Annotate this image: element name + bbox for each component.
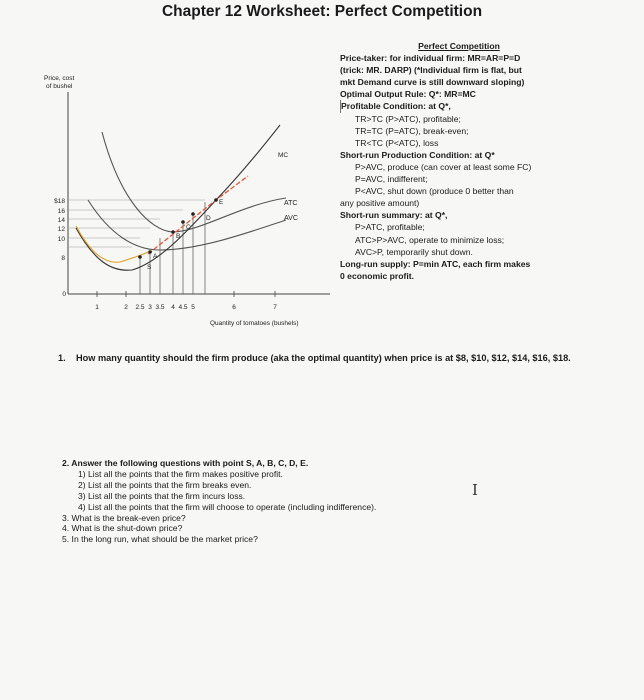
question-2-3: 3) List all the points that the firm incurs loss. [78,490,246,501]
p-lt-avc: P<AVC, shut down (produce 0 better than [355,186,514,197]
atc-p-avc: ATC>P>AVC, operate to minimize loss; [355,234,505,245]
question-2-2: 2) List all the points that the firm breaks even. [78,479,252,490]
y-tick-14: 14 [57,217,65,224]
x-tick-2-5: 2.5 [135,304,145,311]
questions-2-to-5 [62,458,582,545]
optimal-output-rule: Optimal Output Rule: Q*: MR=MC [340,89,476,100]
x-tick-3: 3 [148,304,152,311]
y-tick-12: 12 [57,226,65,233]
long-run-supply: Long-run supply: P=min ATC, each firm makes [340,258,531,269]
question-3: 3. What is the break-even price? [62,512,186,523]
point-c-label: C [186,224,191,231]
point-s-label: S [147,264,152,271]
point-a-dot [148,250,152,254]
x-tick-4-5: 4.5 [178,304,188,311]
y-tick-0: 0 [62,291,66,298]
point-s-dot [138,255,142,259]
price-line [148,176,248,254]
mc-label: MC [278,152,289,159]
y-axis-label-line2: of bushel [46,83,73,90]
tr-gt-tc: TR>TC (P>ATC), profitable; [355,113,461,124]
point-e-label: E [219,199,224,206]
trick-line: (trick: MR. DARP) (*Individual firm is flat, but [340,65,522,76]
x-tick-2: 2 [124,304,128,311]
point-d-dot [191,212,195,216]
question-2-text: 2. Answer the following questions with point S, A, B, C, D, E. [62,458,309,468]
question-5: 5. In the long run, what should be the market price? [62,534,258,545]
tr-lt-tc: TR<TC (P<ATC), loss [355,137,439,148]
x-tick-3-5: 3.5 [155,304,165,311]
price-taker-line: Price-taker: for individual firm: MR=AR=P=D [340,53,521,64]
x-tick-6: 6 [232,304,236,311]
x-tick-7: 7 [273,304,277,311]
atc-label: ATC [284,200,298,207]
summary-heading: Perfect Competition [418,41,500,51]
short-run-summary: Short-run summary: at Q*, [340,210,448,221]
tr-eq-tc: TR=TC (P=ATC), break-even; [355,125,469,136]
any-positive-amount: any positive amount) [340,198,420,209]
short-run-production-condition: Short-run Production Condition: at Q* [340,149,495,160]
p-gt-avc: P>AVC, produce (can cover at least some FC) [355,161,532,172]
point-e-dot [214,198,218,202]
x-tick-5: 5 [191,304,195,311]
point-b-dot [171,230,175,234]
x-tick-4: 4 [171,304,175,311]
price-level-lines [68,200,205,247]
x-tick-1: 1 [95,304,99,311]
question-2-4: 4) List all the points that the firm will choose to operate (including indifference). [78,501,377,512]
perfect-competition-summary [340,40,578,282]
question-1 [58,352,598,365]
profitable-condition: Profitable Condition: at Q*, [340,100,578,112]
p-eq-avc: P=AVC, indifferent; [355,174,428,185]
x-axis-label: Quantity of tomatoes (bushels) [210,320,299,327]
y-axis-label-line1: Price, cost [44,75,75,82]
text-cursor-icon: I [472,481,478,499]
y-tick-8: 8 [61,255,65,262]
cost-curves-graph [0,0,340,340]
worksheet-title: Chapter 12 Worksheet: Perfect Competition [161,3,483,20]
y-tick-10: 10 [57,236,65,243]
point-c-dot [181,220,185,224]
point-a-label: A [153,253,158,260]
zero-economic-profit: 0 economic profit. [340,270,415,281]
avc-label: AVC [284,215,298,222]
question-4: 4. What is the shut-down price? [62,523,183,534]
point-d-label: D [206,215,211,222]
point-b-label: B [176,233,181,240]
avc-gt-p: AVC>P, temporarily shut down. [355,246,473,257]
y-tick-18: $18 [54,198,65,205]
question-2-1: 1) List all the points that the firm makes positive profit. [78,468,283,479]
mkt-demand-line: mkt Demand curve is still downward sloping) [340,77,525,88]
question-1-text: How many quantity should the firm produce (aka the optimal quantity) when price is at $8, $10, $12, $14, $16, $18. [76,353,571,363]
p-gt-atc: P>ATC, profitable; [355,222,425,233]
y-tick-16: 16 [57,208,65,215]
question-1-number: 1. [58,353,66,363]
